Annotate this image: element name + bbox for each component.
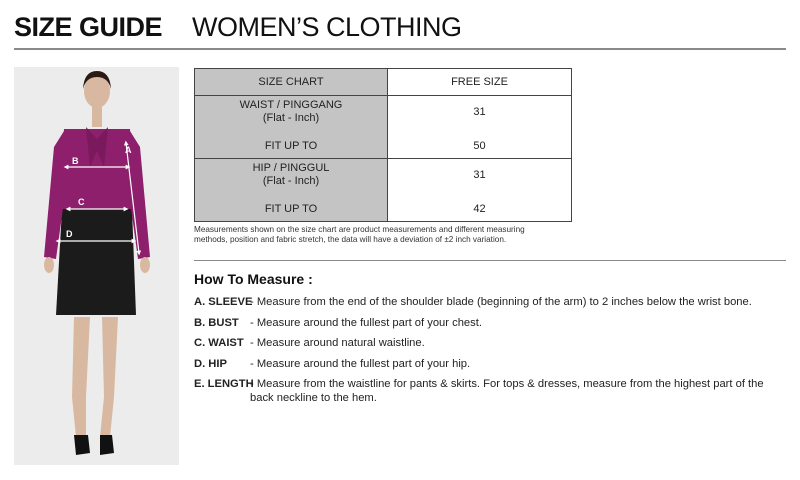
- how-to-measure-title: How To Measure :: [194, 271, 313, 287]
- page-subtitle: WOMEN’S CLOTHING: [192, 12, 462, 42]
- size-chart-header: SIZE CHART: [195, 69, 388, 96]
- skirt: [56, 209, 136, 315]
- hip-value-cell: [388, 159, 572, 222]
- measure-item-bust: [194, 317, 786, 331]
- measure-item-length: [194, 378, 786, 405]
- table-row-waist: [195, 96, 572, 159]
- header-divider: [14, 48, 786, 50]
- waist-label-cell: [195, 96, 388, 159]
- measure-instructions: [194, 296, 786, 412]
- measure-item-sleeve: [194, 296, 786, 310]
- measure-key: E. LENGTH: [194, 378, 254, 390]
- measure-key: C. WAIST: [194, 337, 244, 349]
- measure-key: A. SLEEVE: [194, 296, 253, 308]
- waist-label: WAIST / PINGGANG: [239, 99, 343, 111]
- waist-value: 31: [473, 106, 486, 118]
- model-illustration: [14, 67, 179, 465]
- hip-unit: (Flat - Inch): [262, 175, 320, 187]
- marker-bust: B: [72, 156, 79, 166]
- measure-desc: - Measure around the fullest part of your chest.: [250, 316, 482, 329]
- section-divider: [194, 260, 786, 261]
- hip-label-cell: [195, 159, 388, 222]
- waist-value-cell: [388, 96, 572, 159]
- size-chart-table: [194, 68, 572, 222]
- hip-fit-label: FIT UP TO: [264, 203, 318, 215]
- neck: [92, 107, 102, 127]
- left-leg: [72, 317, 90, 437]
- waist-fit-label: FIT UP TO: [264, 140, 318, 152]
- table-row-hip: [195, 159, 572, 222]
- waist-unit: (Flat - Inch): [262, 112, 320, 124]
- left-shoe: [74, 435, 90, 455]
- measure-desc: - Measure from the end of the shoulder blade (beginning of the arm) to 2 inches below the wrist bone.: [250, 296, 752, 308]
- right-shoe: [100, 435, 114, 455]
- hip-fit-value: 42: [473, 203, 486, 215]
- hip-label: HIP / PINGGUL: [252, 162, 330, 174]
- right-hand: [140, 257, 150, 273]
- marker-sleeve: A: [125, 145, 132, 155]
- model-figure: [14, 67, 179, 465]
- measurement-note: [194, 225, 604, 245]
- measure-key: B. BUST: [194, 316, 239, 329]
- note-line-2: methods, position and fabric stretch, the data will have a deviation of ±2 inch variation.: [194, 235, 507, 244]
- measure-item-waist: [194, 337, 786, 351]
- marker-hip: D: [66, 229, 73, 239]
- waist-fit-value: 50: [473, 140, 486, 152]
- note-line-1: Measurements shown on the size chart are product measurements and different measuring: [194, 225, 525, 234]
- measure-desc: - Measure around the fullest part of your hip.: [250, 357, 471, 370]
- hip-value: 31: [473, 169, 486, 181]
- table-header-row: [195, 69, 572, 96]
- right-leg: [100, 317, 118, 437]
- marker-waist: C: [78, 197, 85, 207]
- measure-desc: - Measure around natural waistline.: [250, 337, 425, 349]
- measure-item-hip: [194, 358, 786, 372]
- left-hand: [44, 257, 54, 273]
- free-size-header: FREE SIZE: [388, 69, 572, 96]
- page-title: SIZE GUIDE: [14, 12, 163, 42]
- measure-desc: - Measure from the waistline for pants & skirts. For tops & dresses, measure from the highest part of the back neckline to the hem.: [250, 378, 764, 404]
- measure-key: D. HIP: [194, 357, 227, 370]
